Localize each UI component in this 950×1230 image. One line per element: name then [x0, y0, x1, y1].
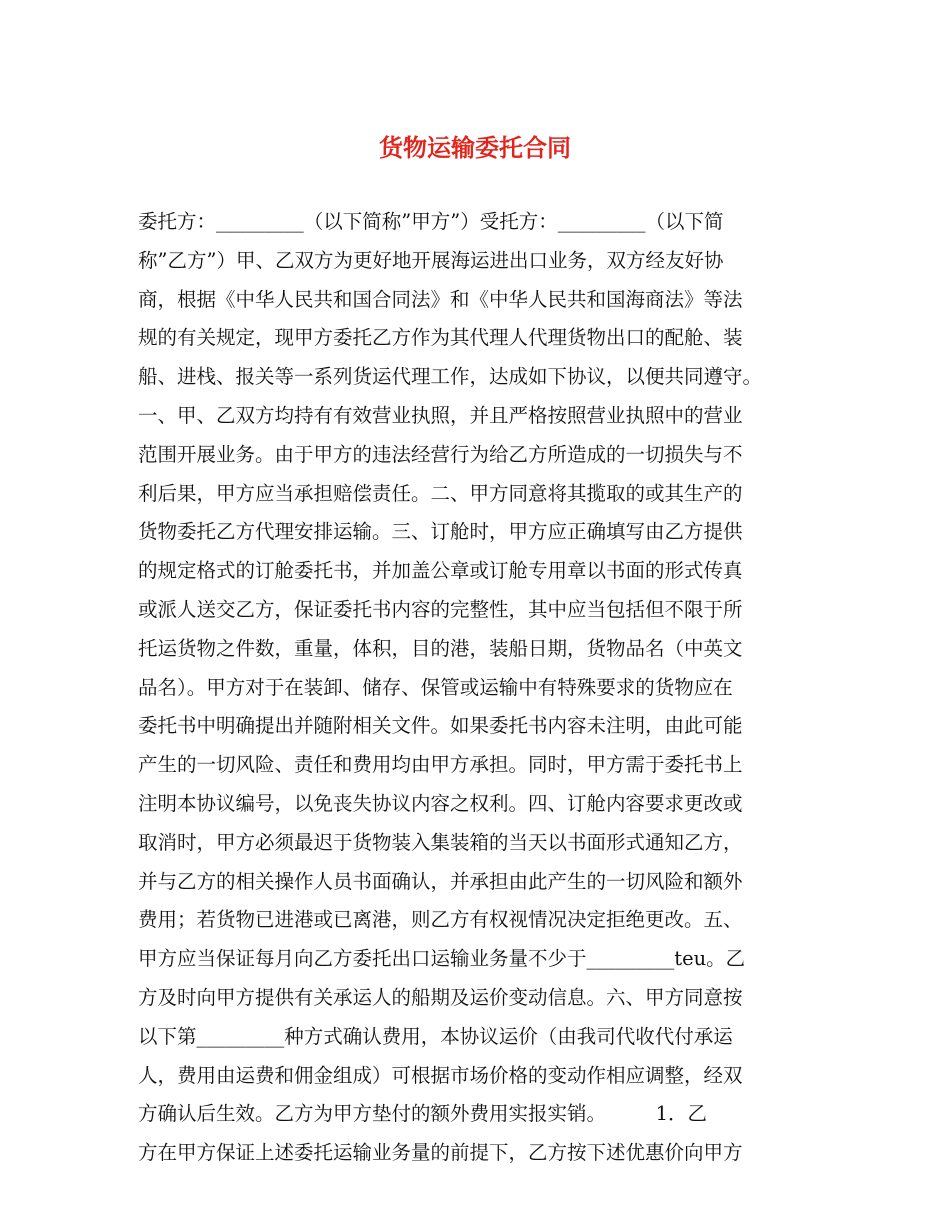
body-line: 货物委托乙方代理安排运输。三、订舱时，甲方应正确填写由乙方提供 [138, 520, 743, 544]
body-line: 方及时向甲方提供有关承运人的船期及运价变动信息。六、甲方同意按 [138, 985, 743, 1009]
body-line: 的规定格式的订舱委托书，并加盖公章或订舱专用章以书面的形式传真 [138, 559, 743, 583]
body-line: 或派人送交乙方，保证委托书内容的完整性，其中应当包括但不限于所 [138, 597, 743, 621]
body-line: 商，根据《中华人民共和国合同法》和《中华人民共和国海商法》等法 [138, 287, 743, 311]
body-line: 称”乙方”）甲、乙双方为更好地开展海运进出口业务，双方经友好协 [138, 248, 724, 272]
body-line: 方在甲方保证上述委托运输业务量的前提下，乙方按下述优惠价向甲方 [138, 1141, 743, 1165]
body-line: 取消时，甲方必须最迟于货物装入集装箱的当天以书面形式通知乙方， [138, 830, 743, 854]
body-line: 甲方应当保证每月向乙方委托出口运输业务量不少于_________teu。乙 [138, 947, 746, 971]
document-title: 货物运输委托合同 [379, 133, 571, 162]
body-line: 托运货物之件数，重量，体积，目的港，装船日期，货物品名（中英文 [138, 636, 743, 660]
body-line: 委托书中明确提出并随附相关文件。如果委托书内容未注明，由此可能 [138, 714, 743, 738]
body-line: 规的有关规定，现甲方委托乙方作为其代理人代理货物出口的配舱、装 [138, 326, 743, 350]
body-line: 利后果，甲方应当承担赔偿责任。二、甲方同意将其揽取的或其生产的 [138, 481, 743, 505]
body-line: 范围开展业务。由于甲方的违法经营行为给乙方所造成的一切损失与不 [138, 442, 743, 466]
body-line: 并与乙方的相关操作人员书面确认，并承担由此产生的一切风险和额外 [138, 869, 743, 893]
body-line: 费用；若货物已进港或已离港，则乙方有权视情况决定拒绝更改。五、 [138, 908, 743, 932]
body-line: 品名）。甲方对于在装卸、储存、保管或运输中有特殊要求的货物应在 [138, 675, 733, 699]
body-line: 一、甲、乙双方均持有有效营业执照，并且严格按照营业执照中的营业 [138, 403, 743, 427]
body-line: 以下第_________种方式确认费用，本协议运价（由我司代收代付承运 [138, 1024, 733, 1048]
body-line: 人，费用由运费和佣金组成）可根据市场价格的变动作相应调整，经双 [138, 1063, 743, 1087]
contract-body [138, 203, 828, 1173]
body-line: 注明本协议编号，以免丧失协议内容之权利。四、订舱内容要求更改或 [138, 791, 743, 815]
body-line: 船、进栈、报关等一系列货运代理工作，达成如下协议，以便共同遵守。 [138, 365, 763, 389]
body-line: 方确认后生效。乙方为甲方垫付的额外费用实报实销。 1．乙 [138, 1102, 707, 1126]
body-line: 委托方：_________（以下简称”甲方”）受托方：_________（以下简 [138, 210, 724, 233]
body-line: 产生的一切风险、责任和费用均由甲方承担。同时，甲方需于委托书上 [138, 753, 743, 777]
